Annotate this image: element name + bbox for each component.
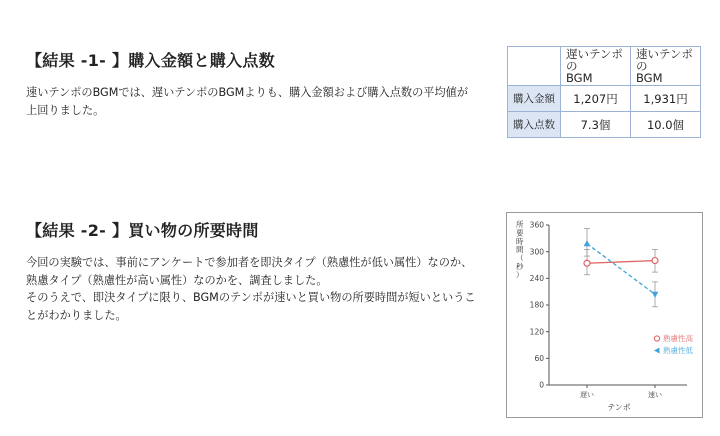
table-cell: 1,207円 [561, 86, 631, 112]
y-axis-label [516, 219, 524, 279]
series-line [587, 244, 655, 295]
legend-label: 熟慮性低 [663, 346, 693, 355]
table-header-row [508, 47, 701, 86]
section1-body [26, 84, 468, 119]
data-point [584, 260, 590, 266]
y-tick-label: 360 [529, 220, 544, 230]
col-header-line: BGM [566, 71, 593, 85]
y-axis-label-char: 所 [516, 220, 524, 229]
results-table [507, 46, 701, 138]
data-point [652, 258, 658, 264]
series-line [587, 261, 655, 264]
table-cell: 7.3個 [561, 112, 631, 138]
section1-line: 上回りました。 [26, 103, 105, 117]
legend-label: 熟慮性高 [663, 334, 693, 343]
y-axis-label-char: 間 [516, 245, 524, 255]
table-col-header-fast [631, 47, 701, 86]
data-point [584, 240, 591, 246]
y-tick-label: 300 [529, 247, 544, 257]
y-axis-label-char: 要 [516, 228, 524, 238]
legend-marker [654, 336, 659, 341]
y-tick-label: 60 [534, 353, 544, 363]
table-col-header-slow [561, 47, 631, 86]
x-tick-label: 遅い [580, 391, 594, 399]
table-row [508, 86, 701, 112]
y-tick-label: 180 [529, 300, 544, 310]
section2-body [26, 254, 476, 324]
table-cell: 1,931円 [631, 86, 701, 112]
section1-line: 速いテンポのBGMでは、遅いテンポのBGMよりも、購入金額および購入点数の平均値が [26, 86, 469, 99]
table-row-header: 購入金額 [508, 86, 561, 112]
x-axis-label: テンポ [607, 403, 631, 412]
col-header-line: 速いテンポの [636, 47, 693, 73]
x-tick-label: 速い [648, 391, 662, 399]
y-axis-label-char: 時 [516, 236, 524, 246]
y-axis-label-char: ） [516, 270, 524, 280]
table-row [508, 112, 701, 138]
y-tick-label: 240 [529, 273, 544, 283]
section2-line: 今回の実験では、事前にアンケートで参加者を即決タイプ（熟慮性が低い属性）なのか、 [26, 256, 473, 269]
y-axis-label-char: 秒 [516, 262, 524, 271]
time-chart-svg [507, 213, 702, 417]
section2-heading: 【結果 -2- 】買い物の所要時間 [26, 221, 259, 240]
time-chart [506, 212, 703, 418]
legend-marker [654, 348, 660, 354]
table-row-header: 購入点数 [508, 112, 561, 138]
data-point [652, 292, 659, 298]
table-cell: 10.0個 [631, 112, 701, 138]
table-corner-cell [508, 47, 561, 86]
section2-line: 熟慮タイプ（熟慮性が高い属性）なのかを、調査しました。 [26, 273, 328, 287]
y-axis-label-char: （ [516, 253, 524, 263]
section2-line: とがわかりました。 [26, 308, 127, 322]
col-header-line: BGM [636, 71, 663, 85]
y-tick-label: 120 [529, 327, 544, 337]
y-tick-label: 0 [539, 380, 544, 390]
section1-heading: 【結果 -1- 】購入金額と購入点数 [26, 51, 275, 70]
col-header-line: 遅いテンポの [566, 47, 623, 73]
section2-line: そのうえで、即決タイプに限り、BGMのテンポが速いと買い物の所要時間が短いというこ [26, 291, 476, 304]
